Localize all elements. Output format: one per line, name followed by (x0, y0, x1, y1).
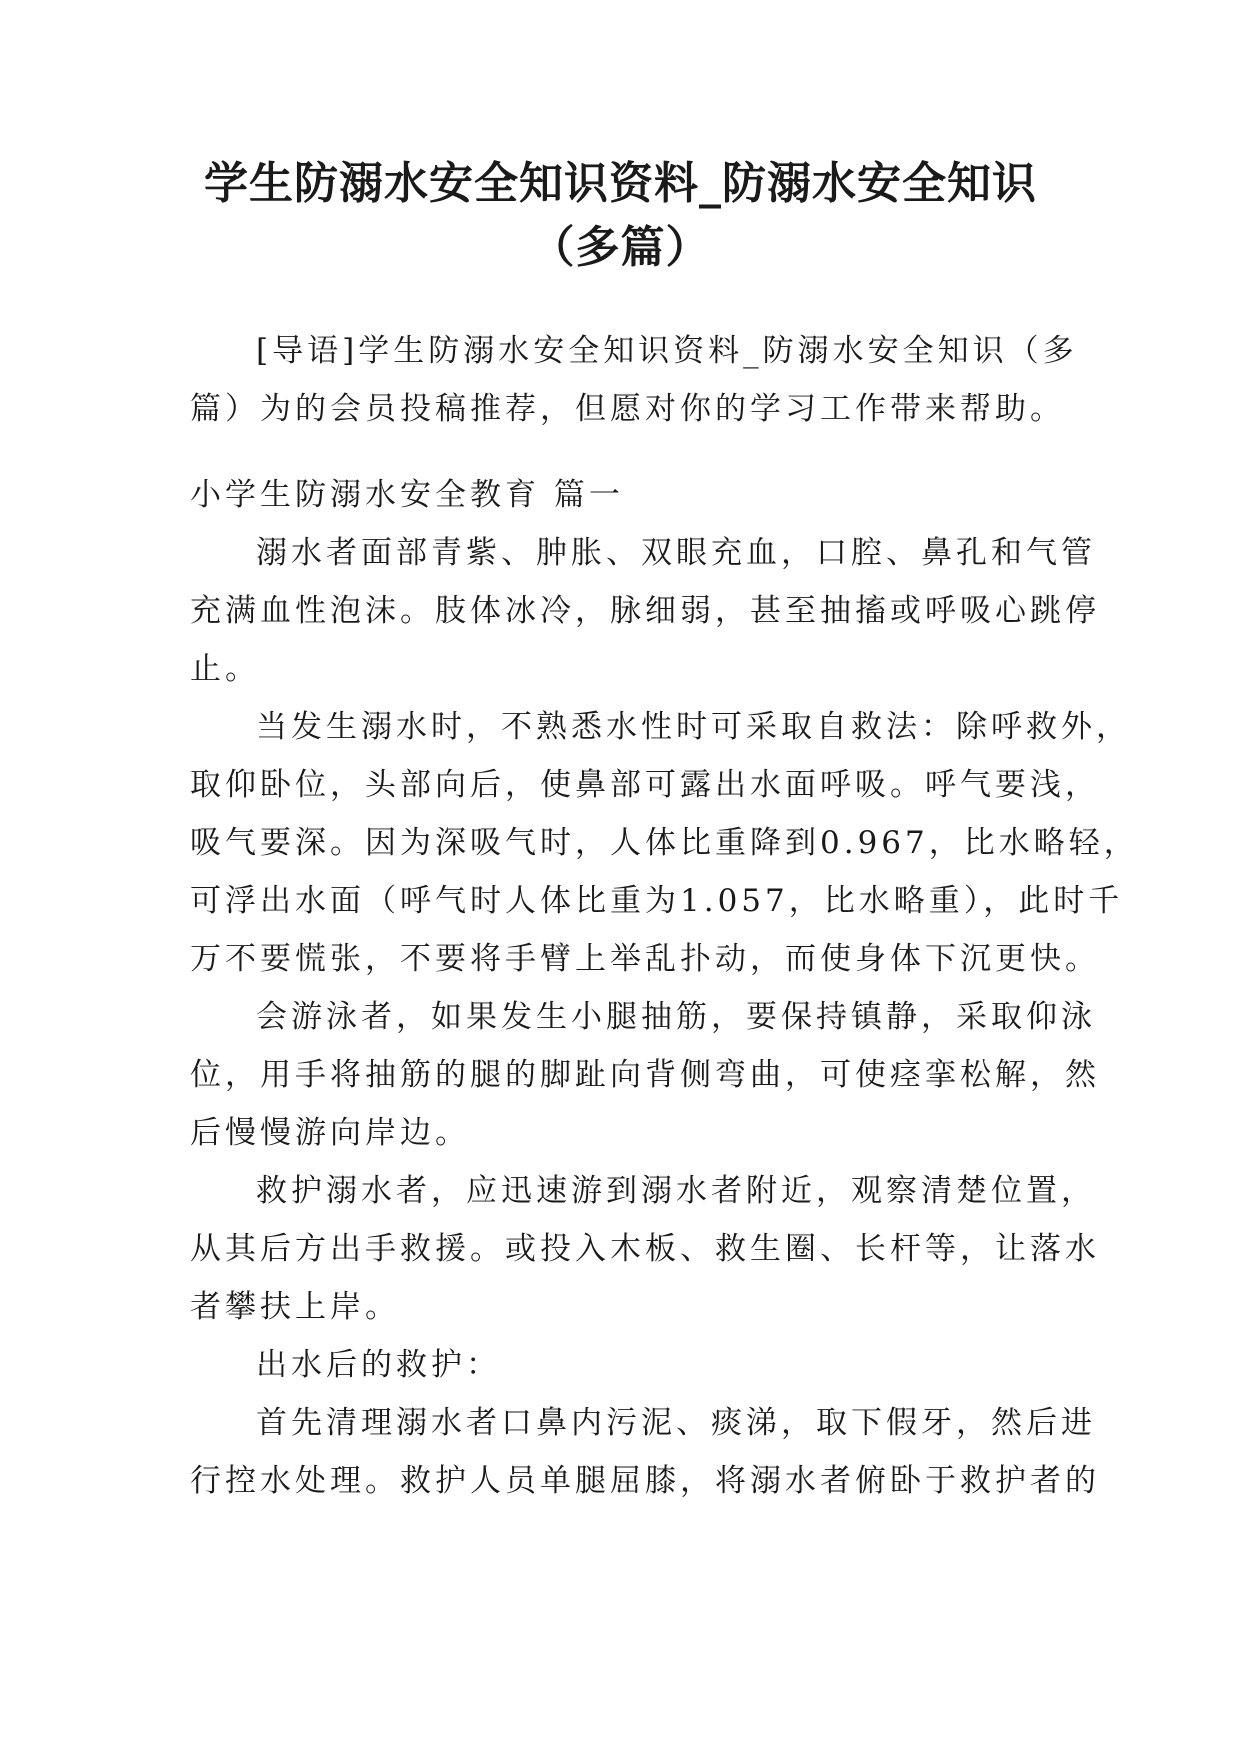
paragraph-line: 后慢慢游向岸边。 (190, 1115, 470, 1151)
title-line-2: （多篇） (530, 222, 711, 273)
paragraph-line: 出水后的救护： (256, 1347, 501, 1383)
paragraph-symptoms (190, 524, 1100, 698)
paragraph-rescue (190, 1162, 1100, 1336)
paragraph-line: 当发生溺水时，不熟悉水性时可采取自救法：除呼救外， (256, 709, 1131, 745)
paragraph-line: 可浮出水面（呼气时人体比重为1.057，比水略重），此时千 (190, 883, 1124, 919)
paragraph-aftercare-heading (190, 1336, 1070, 1394)
paragraph-line: 行控水处理。救护人员单腿屈膝，将溺水者俯卧于救护者的 (190, 1463, 1100, 1499)
intro-line: 篇）为的会员投稿推荐，但愿对你的学习工作带来帮助。 (190, 391, 1065, 427)
paragraph-line: 充满血性泡沫。肢体冰冷，脉细弱，甚至抽搐或呼吸心跳停 (190, 593, 1100, 629)
document-title (150, 152, 1091, 280)
article-body (190, 466, 1139, 1510)
paragraph-line: 止。 (190, 651, 260, 687)
paragraph-line: 救护溺水者，应迅速游到溺水者附近，观察清楚位置， (256, 1173, 1096, 1209)
paragraph-line: 万不要慌张，不要将手臂上举乱扑动，而使身体下沉更快。 (190, 941, 1100, 977)
paragraph-aftercare (190, 1394, 1100, 1510)
paragraph-cramp (190, 988, 1100, 1162)
title-line-1: 学生防溺水安全知识资料_防溺水安全知识 (204, 158, 1037, 209)
intro-line: [导语]学生防溺水安全知识资料_防溺水安全知识（多 (256, 333, 1078, 369)
section-heading: 小学生防溺水安全教育 篇一 (190, 477, 624, 513)
paragraph-line: 位，用手将抽筋的腿的脚趾向背侧弯曲，可使痉挛松解，然 (190, 1057, 1100, 1093)
paragraph-line: 吸气要深。因为深吸气时，人体比重降到0.967，比水略轻， (190, 825, 1139, 861)
paragraph-line: 首先清理溺水者口鼻内污泥、痰涕，取下假牙，然后进 (256, 1405, 1096, 1441)
paragraph-line: 取仰卧位，头部向后，使鼻部可露出水面呼吸。呼气要浅， (190, 767, 1100, 803)
paragraph-line: 者攀扶上岸。 (190, 1289, 400, 1325)
paragraph-self-rescue (190, 698, 1139, 988)
paragraph-line: 从其后方出手救援。或投入木板、救生圈、长杆等，让落水 (190, 1231, 1100, 1267)
paragraph-line: 会游泳者，如果发生小腿抽筋，要保持镇静，采取仰泳 (256, 999, 1096, 1035)
intro-paragraph (190, 322, 1078, 438)
paragraph-line: 溺水者面部青紫、肿胀、双眼充血，口腔、鼻孔和气管 (256, 535, 1096, 571)
